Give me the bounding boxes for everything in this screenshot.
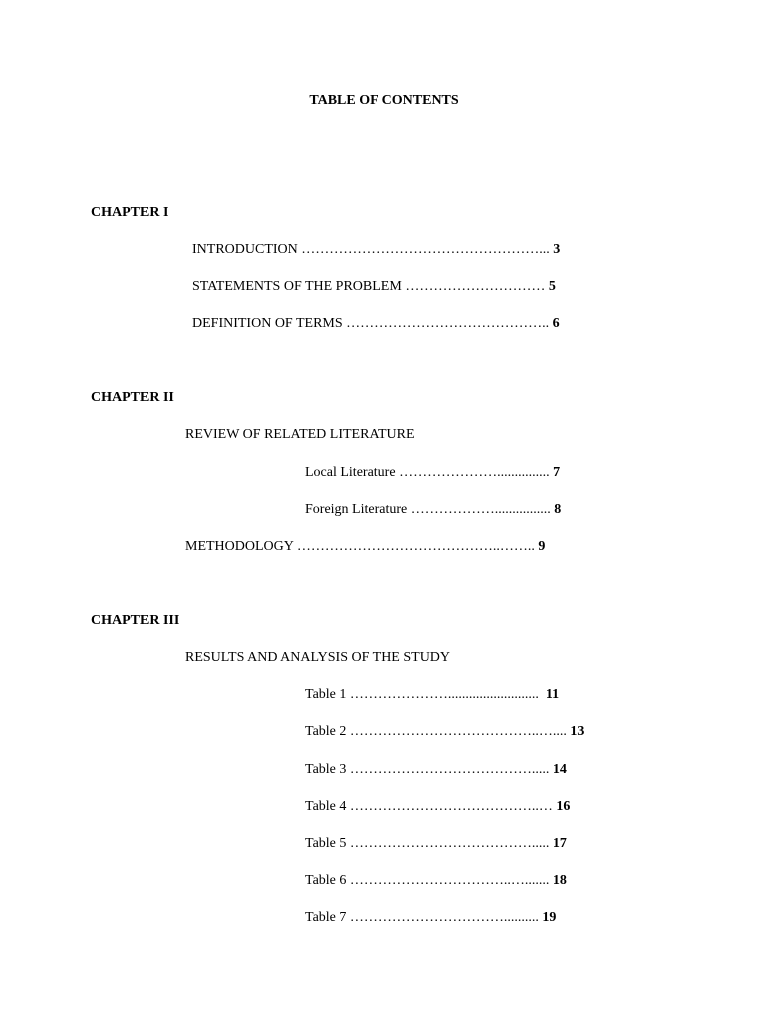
section-heading-review-of-related-literature: REVIEW OF RELATED LITERATURE bbox=[185, 427, 415, 442]
toc-page-number: 18 bbox=[549, 873, 567, 888]
section-heading-results-and-analysis: RESULTS AND ANALYSIS OF THE STUDY bbox=[185, 650, 451, 665]
toc-entry-label: Table 2 bbox=[305, 724, 347, 739]
toc-leader-dots: …………………………………..... bbox=[346, 762, 550, 777]
toc-entry-label: Table 6 bbox=[305, 873, 347, 888]
toc-entry-label: Local Literature bbox=[305, 465, 396, 480]
toc-entry-table-2[interactable] bbox=[305, 724, 584, 740]
toc-page-number: 13 bbox=[566, 724, 585, 739]
toc-leader-dots: ……………………………………..…….. bbox=[293, 539, 535, 554]
toc-page-number: 11 bbox=[545, 687, 560, 702]
toc-page-number: 16 bbox=[552, 799, 571, 814]
toc-page-number: 7 bbox=[549, 465, 561, 480]
toc-entry-label: STATEMENTS OF THE PROBLEM bbox=[192, 279, 402, 294]
toc-leader-dots: …………………………………..….... bbox=[346, 724, 567, 739]
toc-entry-label: Table 7 bbox=[305, 910, 347, 925]
toc-entry-table-4[interactable] bbox=[305, 799, 570, 815]
toc-leader-dots: ………………................ bbox=[407, 502, 551, 517]
toc-entry-label: DEFINITION OF TERMS bbox=[192, 316, 343, 331]
toc-entry-label: Foreign Literature bbox=[305, 502, 408, 517]
toc-entry-label: Table 1 bbox=[305, 687, 347, 702]
toc-entry-label: INTRODUCTION bbox=[192, 242, 298, 257]
toc-entry-label: Table 3 bbox=[305, 762, 347, 777]
toc-page-number: 5 bbox=[545, 279, 556, 294]
toc-leader-dots: …………………………………….. bbox=[342, 316, 550, 331]
toc-leader-dots: ……………………………………………... bbox=[297, 242, 550, 257]
toc-page-number: 14 bbox=[549, 762, 567, 777]
toc-leader-dots: …………………………………..… bbox=[346, 799, 553, 814]
chapter-heading-1: CHAPTER I bbox=[91, 205, 169, 220]
toc-entry-local-literature[interactable] bbox=[305, 465, 560, 481]
chapter-heading-3: CHAPTER III bbox=[91, 613, 180, 628]
toc-entry-introduction[interactable] bbox=[192, 242, 560, 258]
toc-page-number: 17 bbox=[549, 836, 567, 851]
toc-entry-statements-of-the-problem[interactable] bbox=[192, 279, 556, 295]
toc-leader-dots: …………………………………..... bbox=[346, 836, 550, 851]
chapter-heading-2: CHAPTER II bbox=[91, 390, 174, 405]
toc-entry-label: METHODOLOGY bbox=[185, 539, 294, 554]
toc-leader-dots: …………………………….......... bbox=[346, 910, 539, 925]
toc-entry-label: Table 4 bbox=[305, 799, 347, 814]
toc-page-number: 3 bbox=[549, 242, 561, 257]
toc-page-number: 8 bbox=[550, 502, 562, 517]
toc-entry-table-1[interactable] bbox=[305, 687, 559, 703]
toc-leader-dots: ……………………………..…....... bbox=[346, 873, 550, 888]
toc-leader-dots: ………………….......................... bbox=[346, 687, 546, 702]
toc-leader-dots: …………………............... bbox=[395, 465, 550, 480]
toc-page-number: 9 bbox=[534, 539, 546, 554]
toc-leader-dots: ………………………… bbox=[401, 279, 546, 294]
toc-page-number: 19 bbox=[538, 910, 557, 925]
page-title: TABLE OF CONTENTS bbox=[309, 93, 459, 108]
toc-entry-label: Table 5 bbox=[305, 836, 347, 851]
toc-page-number: 6 bbox=[549, 316, 560, 331]
toc-entry-foreign-literature[interactable] bbox=[305, 502, 561, 518]
toc-entry-table-6[interactable] bbox=[305, 873, 567, 889]
toc-entry-table-7[interactable] bbox=[305, 910, 556, 926]
toc-entry-table-3[interactable] bbox=[305, 762, 567, 778]
toc-entry-methodology[interactable] bbox=[185, 539, 545, 555]
toc-entry-table-5[interactable] bbox=[305, 836, 567, 852]
toc-entry-definition-of-terms[interactable] bbox=[192, 316, 560, 332]
